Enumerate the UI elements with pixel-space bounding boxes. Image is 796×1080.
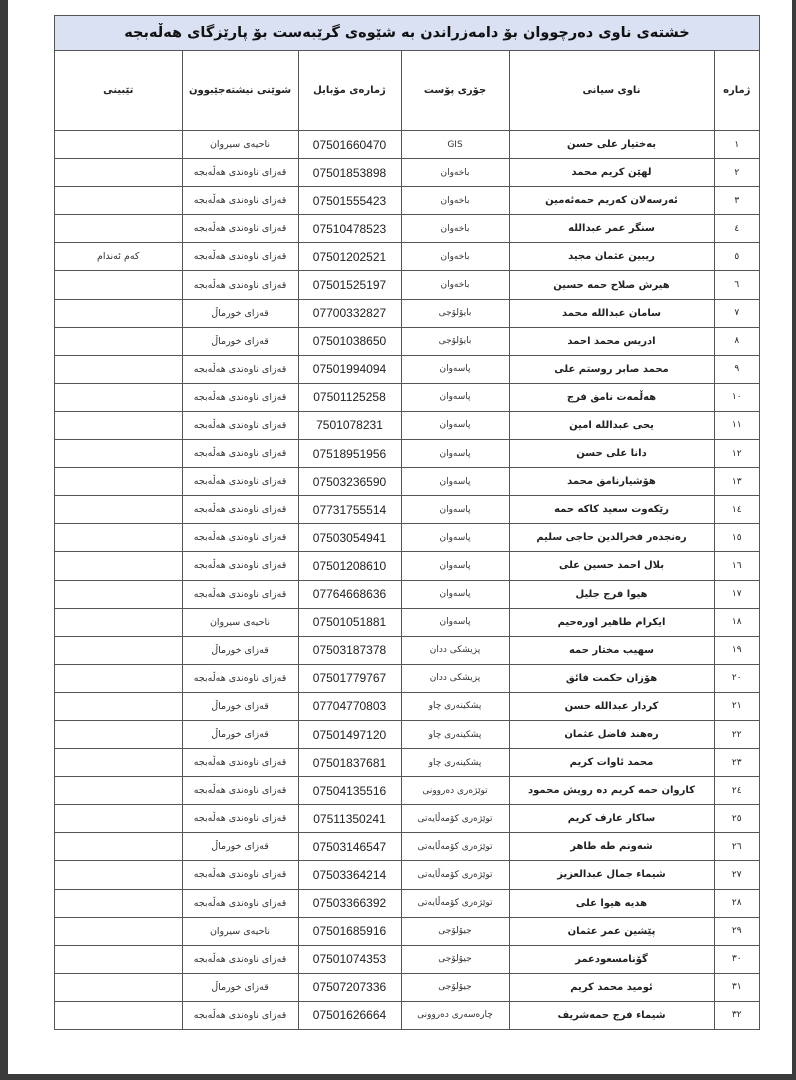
residence-place-cell: قەزای ناوەندی هەڵەبجە [182,664,298,692]
note-cell [55,973,182,1001]
note-cell [55,805,182,833]
job-title-cell: پاسەوان [401,552,509,580]
full-name-cell: کردار عبداللە حسن [509,692,714,720]
full-name-cell: لهێن کریم محمد [509,159,714,187]
note-cell [55,215,182,243]
mobile-number-cell: 07764668636 [298,580,401,608]
full-name-cell: کاروان حمە کریم دە رویش محمود [509,777,714,805]
row-number-cell: ١١ [714,411,759,439]
residence-place-cell: ناحیەی سیروان [182,131,298,159]
row-number-cell: ١٧ [714,580,759,608]
mobile-number-cell: 07501994094 [298,355,401,383]
note-cell [55,187,182,215]
mobile-number-cell: 07731755514 [298,496,401,524]
residence-place-cell: قەزای خورماڵ [182,973,298,1001]
residence-place-cell: قەزای ناوەندی هەڵەبجە [182,215,298,243]
full-name-cell: سهیب مختار حمە [509,636,714,664]
job-title-cell: چارەسەری دەروونی [401,1001,509,1029]
residence-place-cell: قەزای ناوەندی هەڵەبجە [182,861,298,889]
row-number-cell: ٢ [714,159,759,187]
table-row [55,299,759,327]
row-number-cell: ٢٣ [714,749,759,777]
job-title-cell: توێژەری کۆمەڵایەتی [401,889,509,917]
full-name-cell: هۆشیارنامق محمد [509,468,714,496]
job-title-cell: باخەوان [401,187,509,215]
full-name-cell: شیماء فرج حمەشریف [509,1001,714,1029]
full-name-cell: رەهند فاضل عثمان [509,720,714,748]
job-title-cell: جیۆلۆجی [401,973,509,1001]
job-title-cell: پاسەوان [401,468,509,496]
note-cell [55,468,182,496]
job-title-cell: باخەوان [401,243,509,271]
row-number-cell: ٢٧ [714,861,759,889]
residence-place-cell: قەزای ناوەندی هەڵەبجە [182,468,298,496]
note-cell [55,917,182,945]
job-title-cell: پاسەوان [401,608,509,636]
job-title-cell: پاسەوان [401,440,509,468]
header-place: شوێنی نیشتەجێبوون [182,51,298,131]
job-title-cell: بایۆلۆجی [401,299,509,327]
job-title-cell: پزیشکی ددان [401,636,509,664]
row-number-cell: ٢٢ [714,720,759,748]
note-cell [55,383,182,411]
row-number-cell: ١٩ [714,636,759,664]
row-number-cell: ٤ [714,215,759,243]
full-name-cell: بەختیار علی حسن [509,131,714,159]
note-cell [55,271,182,299]
table-row [55,524,759,552]
mobile-number-cell: 07700332827 [298,299,401,327]
note-cell [55,833,182,861]
table-row [55,552,759,580]
full-name-cell: رێکەوت سعید کاکە حمە [509,496,714,524]
full-name-cell: رەنجدەر فخرالدین حاجی سلیم [509,524,714,552]
job-title-cell: توێژەری کۆمەڵایەتی [401,805,509,833]
row-number-cell: ٢٤ [714,777,759,805]
note-cell [55,636,182,664]
residence-place-cell: قەزای ناوەندی هەڵەبجە [182,524,298,552]
table-row [55,664,759,692]
full-name-cell: هۆزان حکمت فائق [509,664,714,692]
job-title-cell: توێژەری دەروونی [401,777,509,805]
job-title-cell: پاسەوان [401,496,509,524]
document-title: خشتەی ناوی دەرچووان بۆ دامەزراندن بە شێوەی گرێبەست بۆ پارێزگای هەڵەبجە [55,16,759,51]
mobile-number-cell: 07510478523 [298,215,401,243]
residence-place-cell: قەزای ناوەندی هەڵەبجە [182,580,298,608]
row-number-cell: ٧ [714,299,759,327]
job-title-cell: پزیشکی ددان [401,664,509,692]
residence-place-cell: قەزای خورماڵ [182,636,298,664]
note-cell [55,299,182,327]
row-number-cell: ٢١ [714,692,759,720]
full-name-cell: ئومید محمد کریم [509,973,714,1001]
full-name-cell: هدیە هیوا علی [509,889,714,917]
mobile-number-cell: 07507207336 [298,973,401,1001]
header-no: ژمارە [714,51,759,131]
table-row [55,805,759,833]
note-cell [55,664,182,692]
full-name-cell: دانا علی حسن [509,440,714,468]
mobile-number-cell: 07501525197 [298,271,401,299]
residence-place-cell: قەزای ناوەندی هەڵەبجە [182,889,298,917]
row-number-cell: ٣ [714,187,759,215]
mobile-number-cell: 07501497120 [298,720,401,748]
full-name-cell: هیوا فرج جلیل [509,580,714,608]
job-title-cell: جیۆلۆجی [401,945,509,973]
table-row [55,243,759,271]
mobile-number-cell: 07503364214 [298,861,401,889]
row-number-cell: ٦ [714,271,759,299]
note-cell [55,608,182,636]
residence-place-cell: قەزای ناوەندی هەڵەبجە [182,777,298,805]
full-name-cell: یحی عبداللە امین [509,411,714,439]
mobile-number-cell: 07503366392 [298,889,401,917]
residence-place-cell: قەزای ناوەندی هەڵەبجە [182,440,298,468]
note-cell [55,720,182,748]
note-cell [55,1001,182,1029]
table-row [55,777,759,805]
row-number-cell: ٢٥ [714,805,759,833]
note-cell [55,440,182,468]
mobile-number-cell: 07501074353 [298,945,401,973]
note-cell [55,496,182,524]
job-title-cell: پاسەوان [401,355,509,383]
note-cell [55,327,182,355]
note-cell [55,945,182,973]
row-number-cell: ٣٠ [714,945,759,973]
table-row [55,411,759,439]
job-title-cell: توێژەری کۆمەڵایەتی [401,861,509,889]
full-name-cell: پێشین عمر عثمان [509,917,714,945]
residence-place-cell: قەزای ناوەندی هەڵەبجە [182,243,298,271]
full-name-cell: شەونم طە طاهر [509,833,714,861]
table-row [55,187,759,215]
mobile-number-cell: 07704770803 [298,692,401,720]
mobile-number-cell: 07503187378 [298,636,401,664]
row-number-cell: ٣١ [714,973,759,1001]
residence-place-cell: قەزای ناوەندی هەڵەبجە [182,805,298,833]
table-row [55,945,759,973]
row-number-cell: ١٤ [714,496,759,524]
residence-place-cell: قەزای ناوەندی هەڵەبجە [182,187,298,215]
row-number-cell: ٣٢ [714,1001,759,1029]
residence-place-cell: قەزای خورماڵ [182,833,298,861]
table-row [55,271,759,299]
job-title-cell: پشکینەری چاو [401,692,509,720]
full-name-cell: محمد ئاوات کریم [509,749,714,777]
table-row [55,608,759,636]
residence-place-cell: ناحیەی سیروان [182,608,298,636]
mobile-number-cell: 07501779767 [298,664,401,692]
mobile-number-cell: 07501202521 [298,243,401,271]
mobile-number-cell: 07511350241 [298,805,401,833]
mobile-number-cell: 07501685916 [298,917,401,945]
mobile-number-cell: 07503236590 [298,468,401,496]
table-row [55,749,759,777]
mobile-number-cell: 07501853898 [298,159,401,187]
note-cell [55,524,182,552]
row-number-cell: ١٦ [714,552,759,580]
mobile-number-cell: 07501837681 [298,749,401,777]
row-number-cell: ١٥ [714,524,759,552]
residence-place-cell: قەزای ناوەندی هەڵەبجە [182,496,298,524]
mobile-number-cell: 07501038650 [298,327,401,355]
note-cell: کەم ئەندام [55,243,182,271]
residence-place-cell: قەزای ناوەندی هەڵەبجە [182,552,298,580]
table-row [55,468,759,496]
note-cell [55,355,182,383]
job-title-cell: باخەوان [401,159,509,187]
header-phone: ژمارەی مۆبایل [298,51,401,131]
residence-place-cell: قەزای خورماڵ [182,327,298,355]
residence-place-cell: قەزای خورماڵ [182,692,298,720]
row-number-cell: ١٠ [714,383,759,411]
mobile-number-cell: 07503146547 [298,833,401,861]
full-name-cell: شیماء جمال عبدالعزیز [509,861,714,889]
table-row [55,636,759,664]
table-container [54,15,760,1030]
full-name-cell: بلال احمد حسین علی [509,552,714,580]
residence-place-cell: قەزای ناوەندی هەڵەبجە [182,159,298,187]
table-row [55,917,759,945]
row-number-cell: ٢٦ [714,833,759,861]
table-row [55,973,759,1001]
residence-place-cell: قەزای خورماڵ [182,299,298,327]
full-name-cell: هەڵمەت نامق فرج [509,383,714,411]
mobile-number-cell: 07501125258 [298,383,401,411]
row-number-cell: ١ [714,131,759,159]
job-title-cell: پشکینەری چاو [401,749,509,777]
residence-place-cell: قەزای ناوەندی هەڵەبجە [182,355,298,383]
mobile-number-cell: 07518951956 [298,440,401,468]
job-title-cell: پاسەوان [401,383,509,411]
mobile-number-cell: 07501051881 [298,608,401,636]
residence-place-cell: قەزای خورماڵ [182,720,298,748]
note-cell [55,411,182,439]
table-row [55,215,759,243]
residence-place-cell: ناحیەی سیروان [182,917,298,945]
note-cell [55,777,182,805]
table-header-row [55,51,759,131]
header-job: جۆری پۆست [401,51,509,131]
note-cell [55,889,182,917]
table-row [55,720,759,748]
mobile-number-cell: 07501555423 [298,187,401,215]
table-row [55,383,759,411]
residence-place-cell: قەزای ناوەندی هەڵەبجە [182,749,298,777]
mobile-number-cell: 07501626664 [298,1001,401,1029]
document-page [8,0,792,1074]
graduates-table [55,51,759,1029]
full-name-cell: ادریس محمد احمد [509,327,714,355]
full-name-cell: ایکرام طاهیر اورەحیم [509,608,714,636]
header-name: ناوی سیانی [509,51,714,131]
row-number-cell: ٢٨ [714,889,759,917]
job-title-cell: باخەوان [401,271,509,299]
note-cell [55,580,182,608]
full-name-cell: هیرش صلاح حمە حسین [509,271,714,299]
job-title-cell: باخەوان [401,215,509,243]
table-row [55,1001,759,1029]
row-number-cell: ٥ [714,243,759,271]
table-row [55,580,759,608]
row-number-cell: ٢٩ [714,917,759,945]
job-title-cell: جیۆلۆجی [401,917,509,945]
header-note: تێبینی [55,51,182,131]
full-name-cell: ئەرسەلان کەریم حمەئەمین [509,187,714,215]
residence-place-cell: قەزای ناوەندی هەڵەبجە [182,1001,298,1029]
full-name-cell: محمد صابر روستم علی [509,355,714,383]
mobile-number-cell: 7501078231 [298,411,401,439]
job-title-cell: پاسەوان [401,580,509,608]
row-number-cell: ١٣ [714,468,759,496]
note-cell [55,159,182,187]
residence-place-cell: قەزای ناوەندی هەڵەبجە [182,271,298,299]
note-cell [55,749,182,777]
full-name-cell: گۆنامسعودعمر [509,945,714,973]
note-cell [55,131,182,159]
note-cell [55,692,182,720]
table-row [55,355,759,383]
residence-place-cell: قەزای ناوەندی هەڵەبجە [182,411,298,439]
full-name-cell: ریبین عثمان مجید [509,243,714,271]
note-cell [55,861,182,889]
table-row [55,159,759,187]
mobile-number-cell: 07501660470 [298,131,401,159]
job-title-cell: پاسەوان [401,411,509,439]
table-row [55,861,759,889]
note-cell [55,552,182,580]
table-row [55,833,759,861]
table-row [55,131,759,159]
table-row [55,496,759,524]
table-row [55,327,759,355]
row-number-cell: ٨ [714,327,759,355]
table-row [55,692,759,720]
row-number-cell: ١٢ [714,440,759,468]
row-number-cell: ٩ [714,355,759,383]
residence-place-cell: قەزای ناوەندی هەڵەبجە [182,945,298,973]
table-row [55,440,759,468]
mobile-number-cell: 07503054941 [298,524,401,552]
job-title-cell: توێژەری کۆمەڵایەتی [401,833,509,861]
full-name-cell: سامان عبداللە محمد [509,299,714,327]
mobile-number-cell: 07501208610 [298,552,401,580]
row-number-cell: ١٨ [714,608,759,636]
job-title-cell: پشکینەری چاو [401,720,509,748]
job-title-cell: پاسەوان [401,524,509,552]
full-name-cell: ساکار عارف کریم [509,805,714,833]
table-row [55,889,759,917]
row-number-cell: ٢٠ [714,664,759,692]
job-title-cell: بایۆلۆجی [401,327,509,355]
mobile-number-cell: 07504135516 [298,777,401,805]
full-name-cell: سنگر عمر عبداللە [509,215,714,243]
job-title-cell: GIS [401,131,509,159]
residence-place-cell: قەزای ناوەندی هەڵەبجە [182,383,298,411]
